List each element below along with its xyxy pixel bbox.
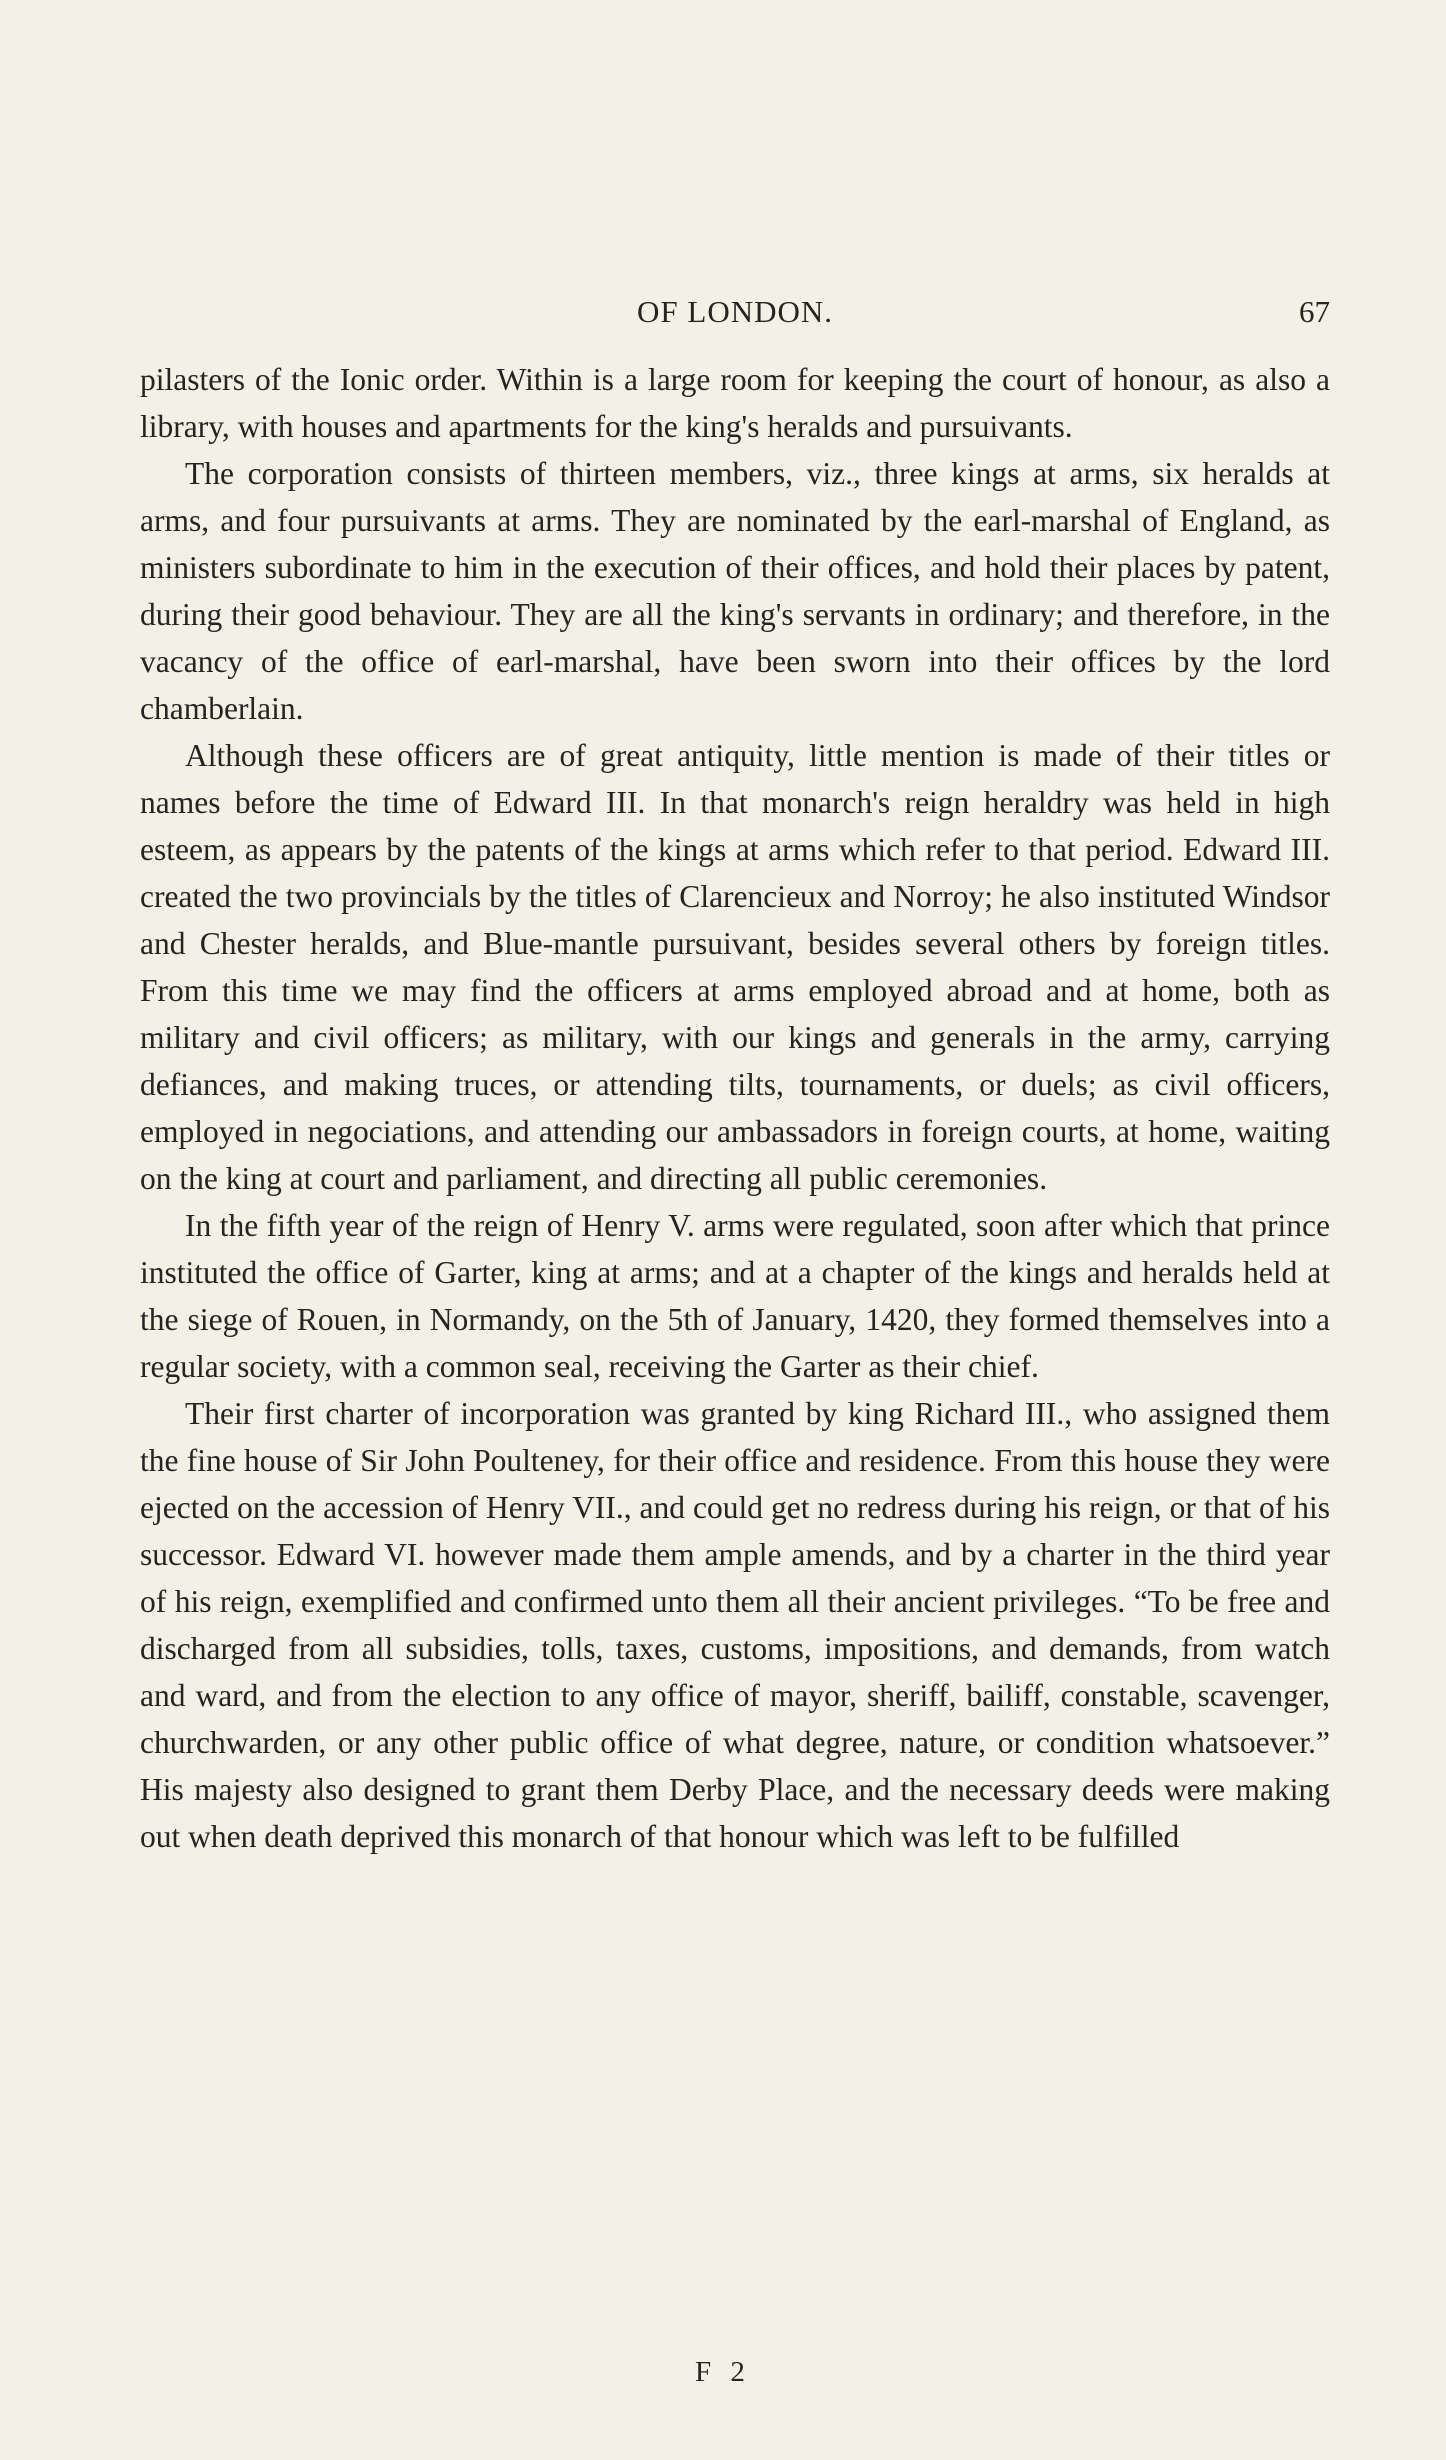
paragraph-antiquity: Although these officers are of great antiquity, little mention is made of their titles or names before the time of Edward III. In that monarch's reign heraldry was held in high esteem, as appears by the patents of the kings at arms which refer to that period. Edward III. created the two provincials by the titles of Clarencieux and Norroy; he also instituted Windsor and Chester heralds, and Blue-mantle pursuivant, besides several others by foreign titles. From this time we may find the officers at arms employed abroad and at home, both as military and civil officers; as military, with our kings and generals in the army, carrying defiances, and making truces, or attending tilts, tournaments, or duels; as civil officers, employed in negociations, and attending our ambassadors in foreign courts, at home, waiting on the king at court and parliament, and directing all public ceremonies. — [140, 738, 1330, 1196]
page-number: 67 — [1299, 294, 1330, 329]
paragraph-henry-v: In the fifth year of the reign of Henry V. arms were regulated, soon after which that prince instituted the office of Garter, king at arms; and at a chapter of the kings and heralds held at the siege of Rouen, in Normandy, on the 5th of January, 1420, they formed themselves into a regular society, with a common seal, receiving the Garter as their chief. — [140, 1208, 1330, 1384]
running-title: OF LONDON. — [637, 294, 833, 329]
signature-mark: F 2 — [695, 2356, 751, 2388]
paragraph-corporation: The corporation consists of thirteen members, viz., three kings at arms, six heralds at arms, and four pursuivants at arms. They are nominated by the earl-marshal of England, as ministers subordinate to him in the execution of their offices, and hold their places by patent, during their good behaviour. They are all the king's servants in ordinary; and therefore, in the vacancy of the office of earl-marshal, have been sworn into their offices by the lord chamberlain. — [140, 456, 1330, 726]
running-head — [140, 290, 1330, 334]
paragraph-continuation: pilasters of the Ionic order. Within is a large room for keeping the court of honour, as also a library, with houses and apartments for the king's heralds and pursuivants. — [140, 362, 1330, 444]
body-text — [140, 356, 1330, 1860]
paragraph-charter: Their first charter of incorporation was granted by king Richard III., who assigned them the fine house of Sir John Poulteney, for their office and residence. From this house they were ejected on the accession of Henry VII., and could get no redress during his reign, or that of his successor. Edward VI. however made them ample amends, and by a charter in the third year of his reign, exemplified and confirmed unto them all their ancient privileges. “To be free and discharged from all subsidies, tolls, taxes, customs, impositions, and demands, from watch and ward, and from the election to any office of mayor, sheriff, bailiff, constable, scavenger, churchwarden, or any other public office of what degree, nature, or condition whatsoever.” His majesty also designed to grant them Derby Place, and the necessary deeds were making out when death deprived this monarch of that honour which was left to be fulfilled — [140, 1396, 1330, 1854]
